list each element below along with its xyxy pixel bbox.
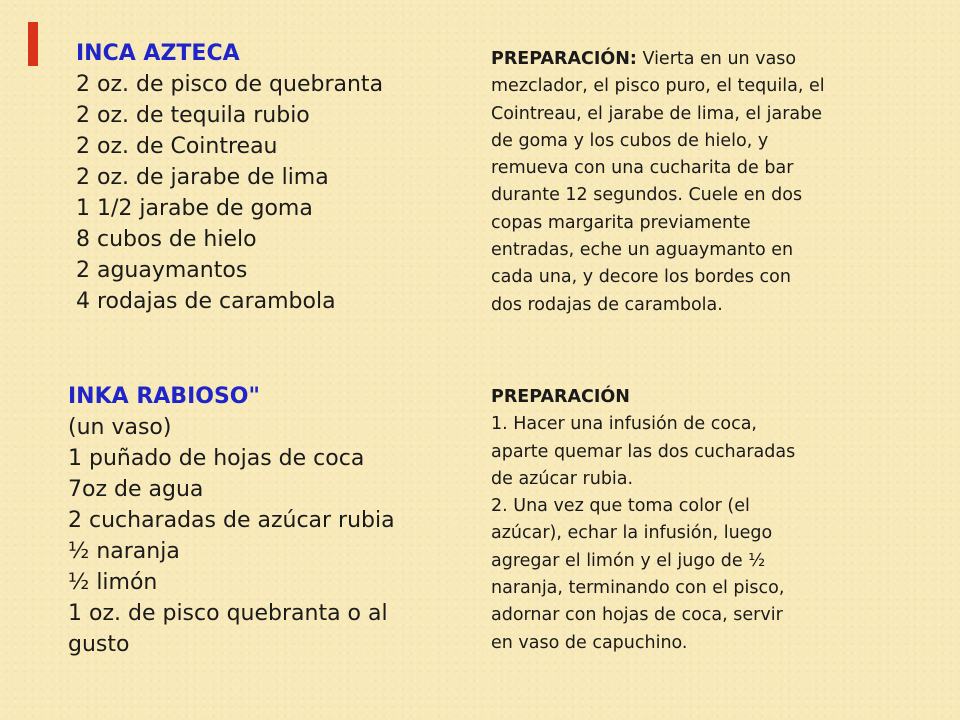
recipe-inca-azteca	[76, 38, 476, 317]
preparation-heading: PREPARACIÓN	[491, 387, 630, 407]
preparation-line: Cointreau, el jarabe de lima, el jarabe	[491, 103, 823, 124]
ingredient-line: 8 cubos de hielo	[76, 227, 257, 252]
preparation-line: agregar el limón y el jugo de ½	[491, 550, 766, 571]
preparation-line: 1. Hacer una infusión de coca,	[491, 414, 757, 435]
ingredient-line: 2 aguaymantos	[76, 258, 248, 283]
preparation-line: naranja, terminando con el pisco,	[491, 578, 785, 599]
preparation-line: durante 12 segundos. Cuele en dos	[491, 185, 803, 206]
preparation-line: cada una, y decore los bordes con	[491, 267, 791, 288]
ingredient-line: 2 oz. de jarabe de lima	[76, 165, 329, 190]
ingredient-line: 1 1/2 jarabe de goma	[76, 196, 313, 221]
preparation-first-line	[491, 46, 951, 73]
ingredient-line: 2 oz. de Cointreau	[76, 134, 278, 159]
preparation-line: azúcar), echar la infusión, luego	[491, 523, 773, 544]
preparation-line: adornar con hojas de coca, servir	[491, 605, 783, 626]
ingredient-line: 2 oz. de tequila rubio	[76, 103, 310, 128]
ingredient-line: 1 oz. de pisco quebranta o al	[68, 601, 388, 626]
preparation-line: entradas, eche un aguaymanto en	[491, 240, 794, 261]
recipe-title: INCA AZTECA	[76, 41, 240, 66]
ingredient-line: gusto	[68, 632, 130, 657]
preparation-line: copas margarita previamente	[491, 212, 751, 233]
preparation-line: de azúcar rubia.	[491, 468, 634, 489]
ingredient-line: ½ naranja	[68, 539, 180, 564]
recipe-title: INKA RABIOSO"	[68, 384, 260, 409]
preparation-line: mezclador, el pisco puro, el tequila, el	[491, 76, 825, 97]
ingredient-line: 7oz de agua	[68, 477, 204, 502]
red-accent-bar	[28, 22, 38, 66]
ingredient-line: (un vaso)	[68, 415, 172, 440]
preparation-heading: PREPARACIÓN:	[491, 49, 637, 69]
ingredient-line: 1 puñado de hojas de coca	[68, 446, 365, 471]
preparation-inka-rabioso	[491, 384, 951, 657]
ingredient-line: 2 cucharadas de azúcar rubia	[68, 508, 395, 533]
ingredient-line: 4 rodajas de carambola	[76, 289, 336, 314]
preparation-text: Vierta en un vaso	[636, 49, 797, 69]
preparation-line: aparte quemar las dos cucharadas	[491, 441, 796, 462]
preparation-line: 2. Una vez que toma color (el	[491, 496, 750, 517]
ingredient-line: ½ limón	[68, 570, 158, 595]
preparation-line: de goma y los cubos de hielo, y	[491, 130, 769, 151]
recipe-inka-rabioso	[68, 381, 478, 660]
preparation-line: remueva con una cucharita de bar	[491, 158, 794, 179]
preparation-line: dos rodajas de carambola.	[491, 294, 723, 315]
ingredient-line: 2 oz. de pisco de quebranta	[76, 72, 384, 97]
preparation-line: en vaso de capuchino.	[491, 632, 688, 653]
preparation-inca-azteca	[491, 46, 951, 319]
